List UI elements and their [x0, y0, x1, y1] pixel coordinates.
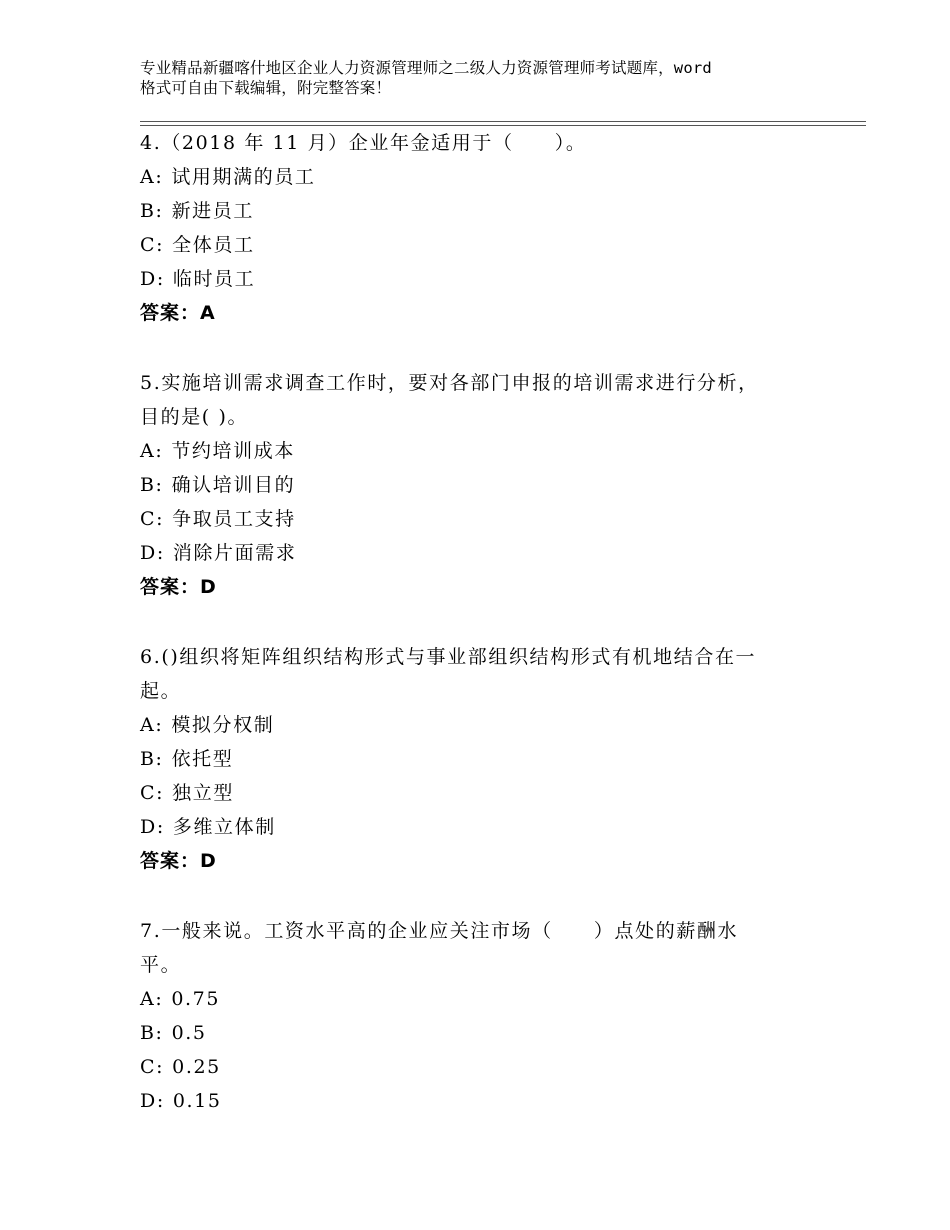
option-key: B: — [140, 748, 164, 770]
option-key: D: — [140, 816, 165, 838]
option-text: 0.25 — [172, 1056, 221, 1078]
option-key: C: — [140, 234, 165, 256]
option-c — [140, 502, 800, 536]
option-key: D: — [140, 1090, 165, 1112]
option-key: B: — [140, 200, 164, 222]
option-key: B: — [140, 474, 164, 496]
option-c — [140, 1050, 800, 1084]
option-d — [140, 262, 800, 296]
option-text: 依托型 — [171, 748, 234, 770]
stem-line: 起。 — [140, 680, 182, 702]
option-key: D: — [140, 268, 165, 290]
stem-line: 6.()组织将矩阵组织结构形式与事业部组织结构形式有机地结合在一 — [140, 646, 757, 668]
option-d — [140, 1084, 800, 1118]
question-7 — [140, 914, 800, 1118]
option-text: 全体员工 — [172, 234, 255, 256]
option-text: 争取员工支持 — [172, 508, 296, 530]
option-key: C: — [140, 782, 165, 804]
option-b — [140, 742, 800, 776]
option-text: 确认培训目的 — [171, 474, 296, 496]
option-key: A: — [140, 714, 164, 736]
option-key: A: — [140, 440, 164, 462]
question-4 — [140, 126, 800, 330]
stem-line: 5.实施培训需求调查工作时，要对各部门申报的培训需求进行分析， — [140, 372, 759, 394]
header-line-2: 格式可自由下载编辑，附完整答案！ — [140, 79, 392, 97]
option-text: 多维立体制 — [172, 816, 276, 838]
option-key: B: — [140, 1022, 164, 1044]
stem-line: 目的是( )。 — [140, 406, 249, 428]
option-text: 节约培训成本 — [171, 440, 295, 462]
option-a — [140, 434, 800, 468]
option-text: 0.15 — [172, 1090, 222, 1112]
option-key: C: — [140, 1056, 165, 1078]
question-stem — [140, 640, 800, 708]
option-text: 0.5 — [171, 1022, 207, 1044]
question-6 — [140, 640, 800, 878]
option-d — [140, 536, 800, 570]
option-text: 消除片面需求 — [172, 542, 297, 564]
option-c — [140, 776, 800, 810]
answer-label: 答案：D — [140, 850, 217, 872]
stem-line: 平。 — [140, 954, 182, 976]
option-text: 试用期满的员工 — [171, 166, 316, 188]
answer-label: 答案：D — [140, 576, 217, 598]
option-a — [140, 708, 800, 742]
option-b — [140, 1016, 800, 1050]
option-key: C: — [140, 508, 165, 530]
option-a — [140, 160, 800, 194]
option-text: 新进员工 — [171, 200, 254, 222]
option-key: D: — [140, 542, 165, 564]
option-c — [140, 228, 800, 262]
question-stem — [140, 126, 800, 160]
option-text: 独立型 — [172, 782, 234, 804]
question-stem — [140, 914, 800, 982]
option-a — [140, 982, 800, 1016]
option-text: 临时员工 — [172, 268, 256, 290]
document-header — [140, 58, 830, 98]
question-stem — [140, 366, 800, 434]
option-text: 模拟分权制 — [171, 714, 275, 736]
stem-line: 7.一般来说。工资水平高的企业应关注市场（ ）点处的薪酬水 — [140, 920, 739, 942]
header-divider-top — [140, 121, 866, 122]
question-5 — [140, 366, 800, 604]
answer-label: 答案：A — [140, 302, 216, 324]
option-key: A: — [140, 166, 164, 188]
header-line-1: 专业精品新疆喀什地区企业人力资源管理师之二级人力资源管理师考试题库，word — [140, 59, 712, 77]
option-d — [140, 810, 800, 844]
option-b — [140, 468, 800, 502]
option-b — [140, 194, 800, 228]
option-key: A: — [140, 988, 164, 1010]
stem-line: 4.（2018 年 11 月）企业年金适用于（ ）。 — [140, 132, 587, 154]
option-text: 0.75 — [171, 988, 221, 1010]
